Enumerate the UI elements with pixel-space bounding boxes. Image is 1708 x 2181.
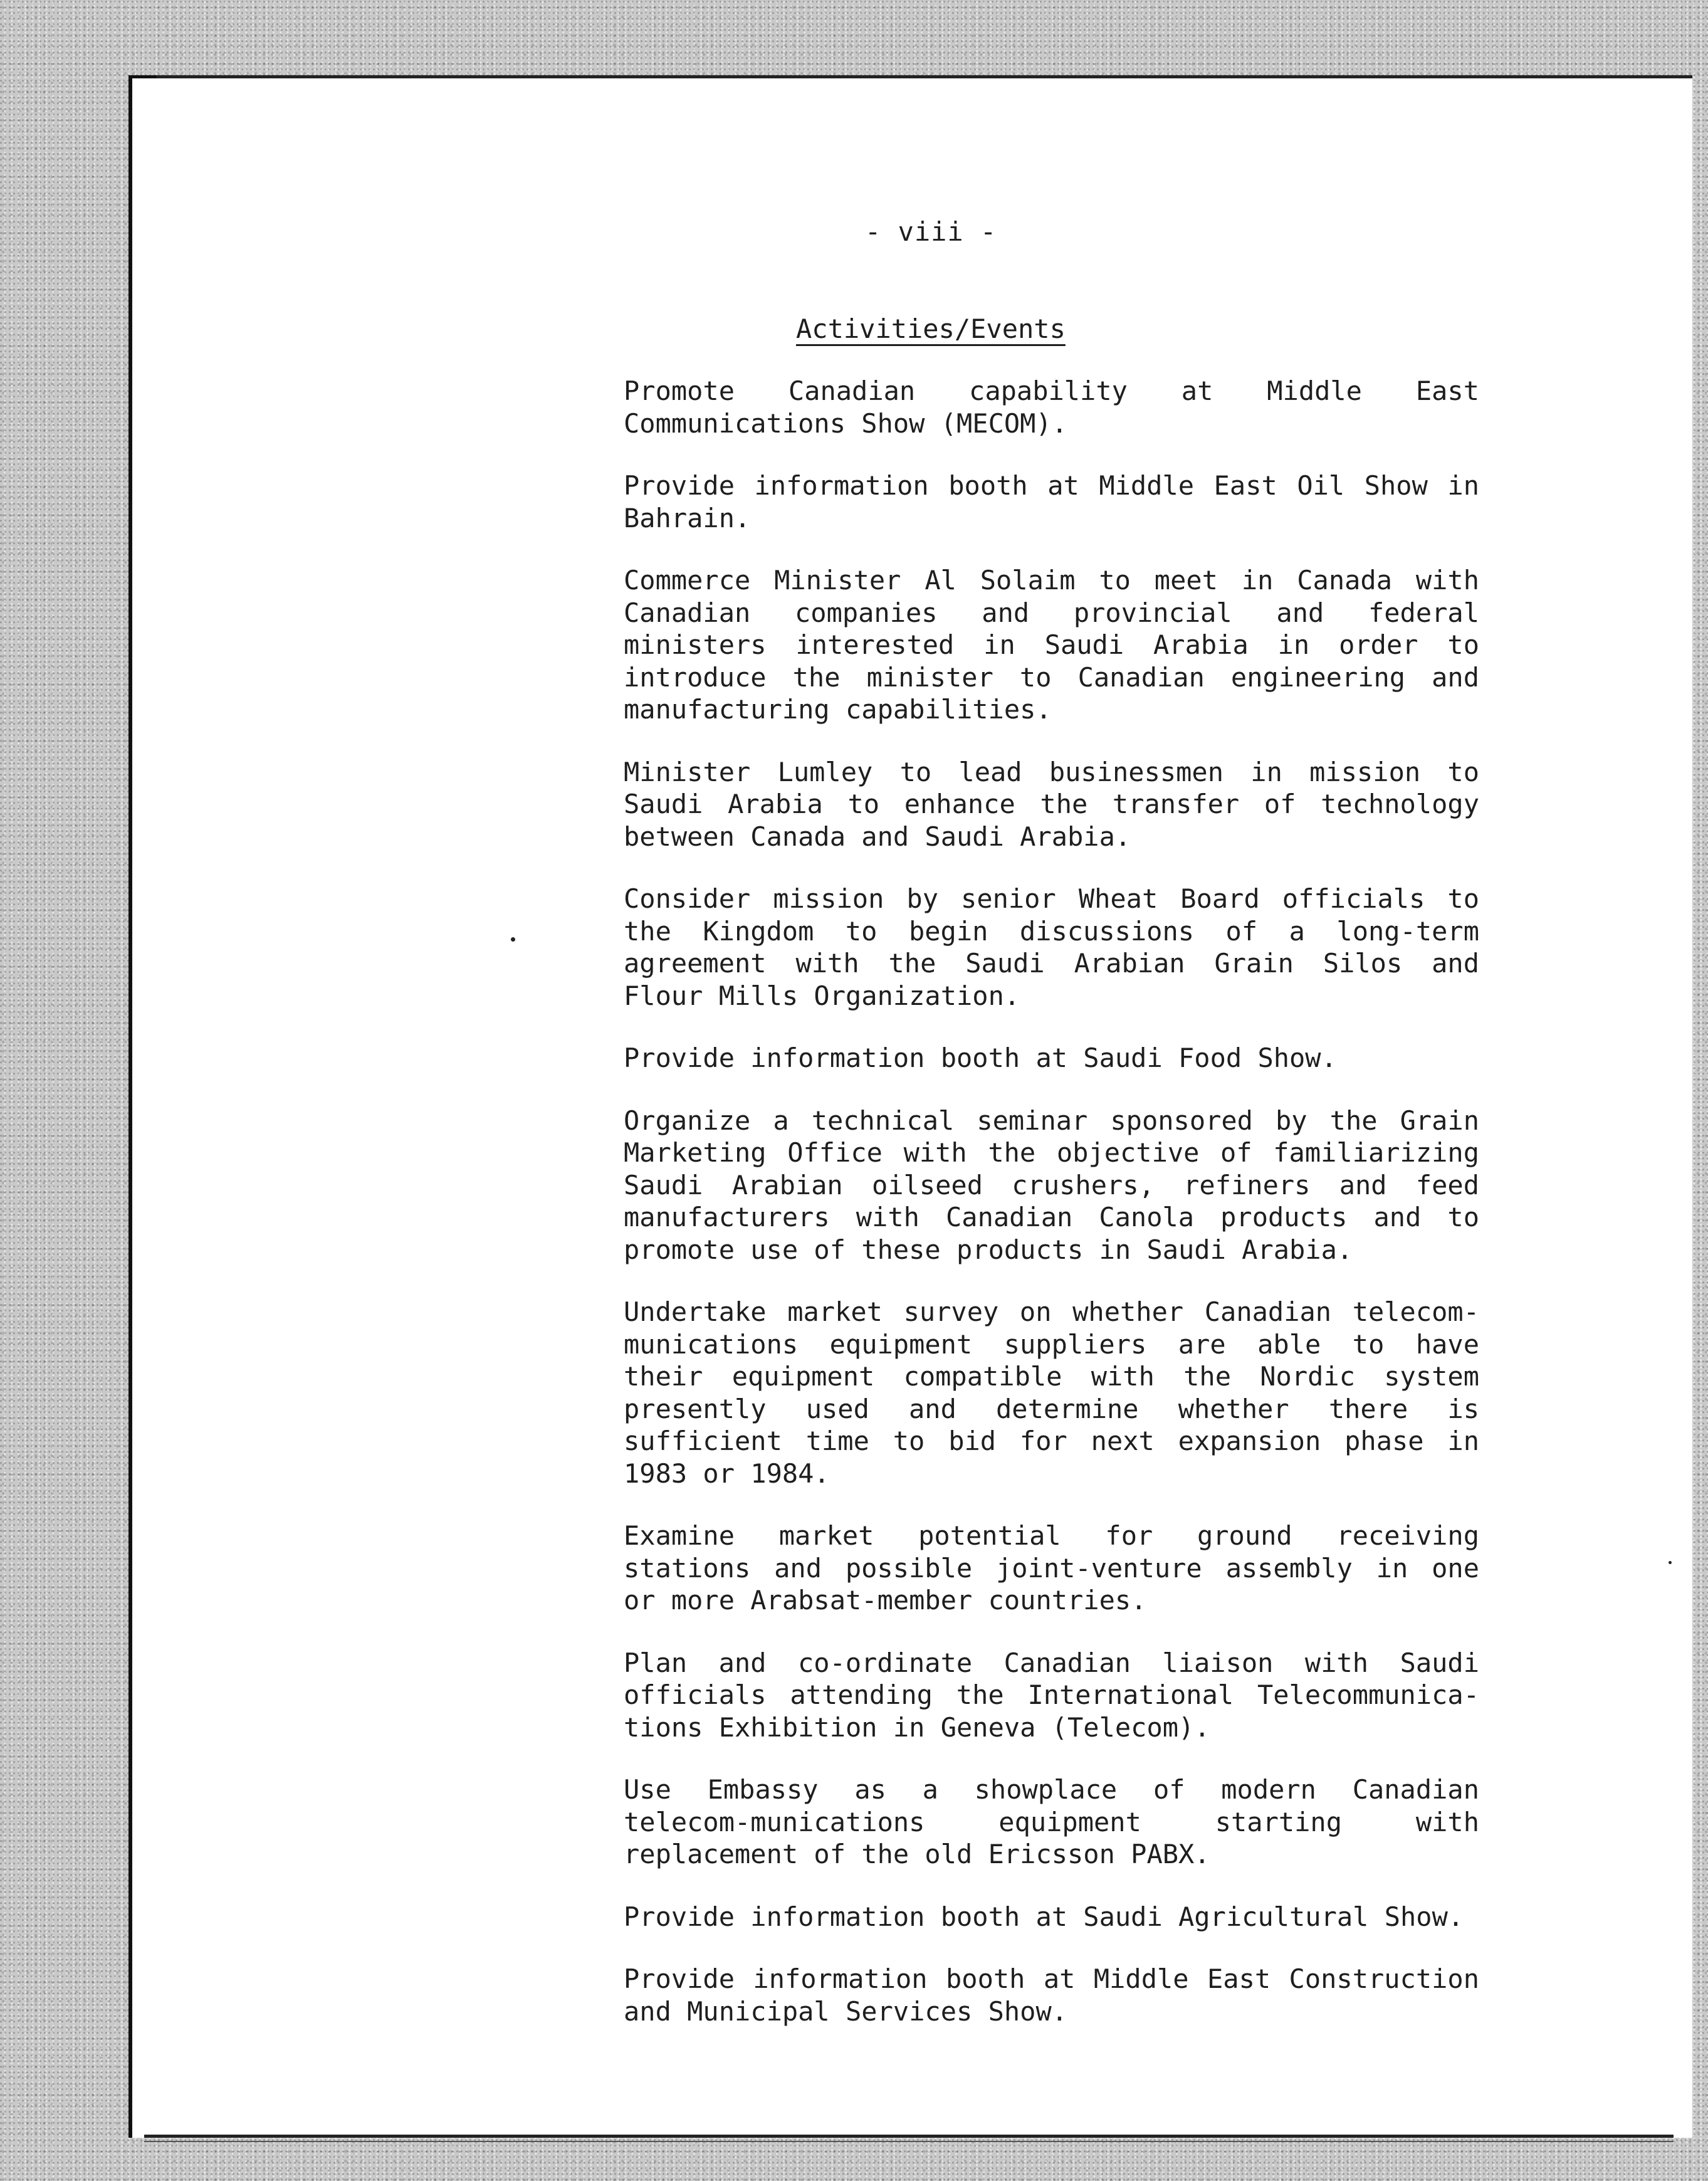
list-item: Organize a technical seminar sponsored by the Grain Marketing Office with the objective of familiarizing Saudi Arabian oilseed crushers, refiners and feed manufacturers with Canadian Canola products and to promote use of these products in Saudi Arabia.	[624, 1105, 1479, 1265]
page-corner-mark	[128, 75, 157, 107]
list-item: Minister Lumley to lead businessmen in mission to Saudi Arabia to enhance the transfer of technology between Canada and Saudi Arabia.	[624, 756, 1479, 852]
section-heading: Activities/Events	[796, 313, 1066, 344]
list-item: Provide information booth at Middle East Construction and Municipal Services Show.	[624, 1963, 1479, 2027]
list-item: Provide information booth at Saudi Food Show.	[624, 1043, 1337, 1073]
page-number: - viii -	[865, 216, 997, 247]
list-item: Promote Canadian capability at Middle East Communications Show (MECOM).	[624, 376, 1479, 439]
page-bottom-edge-shadow	[144, 2141, 1674, 2142]
list-item: Plan and co-ordinate Canadian liaison with Saudi officials attending the International Telecommunica-tions Exhibition in Geneva (Telecom).	[624, 1647, 1479, 1743]
list-item: Consider mission by senior Wheat Board officials to the Kingdom to begin discussions of a long-term agreement with the Saudi Arabian Grain Silos and Flour Mills Organization.	[624, 883, 1479, 1011]
list-item: Examine market potential for ground receiving stations and possible joint-venture assembly in one or more Arabsat-member countries.	[624, 1520, 1479, 1616]
list-item: Provide information booth at Saudi Agricultural Show.	[624, 1901, 1464, 1932]
list-item: Commerce Minister Al Solaim to meet in Canada with Canadian companies and provincial and federal ministers interested in Saudi Arabia in order to introduce the minister to Canadian engineering and manufacturing capabilities.	[624, 565, 1479, 725]
list-item: Provide information booth at Middle East Oil Show in Bahrain.	[624, 470, 1479, 533]
list-item: Use Embassy as a showplace of modern Canadian telecom-munications equipment starting with replacement of the old Ericsson PABX.	[624, 1774, 1479, 1869]
page-bottom-edge	[144, 2135, 1674, 2138]
scan-speck	[511, 937, 515, 942]
activities-list	[624, 375, 1479, 2057]
list-item: Undertake market survey on whether Canadian telecom-munications equipment suppliers are able to have their equipment compatible with the Nordic system presently used and determine whether there is sufficient time to bid for next expansion phase in 1983 or 1984.	[624, 1296, 1479, 1489]
scan-speck	[1669, 1561, 1672, 1564]
